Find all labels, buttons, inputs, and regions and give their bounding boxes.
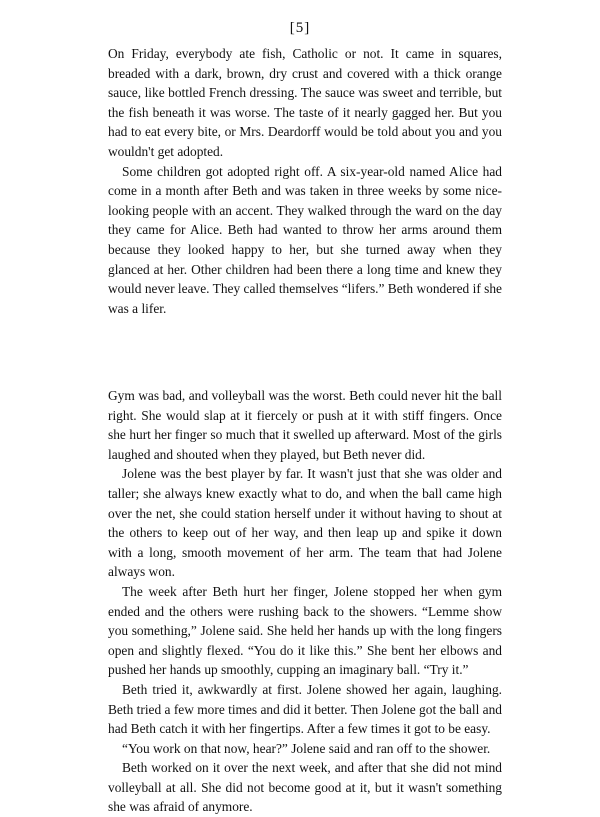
paragraph: The week after Beth hurt her finger, Jolene stopped her when gym ended and the others were rushing back to the showers. “Lemme show you something,” Jolene said. She held her hands up with the long fingers open and slightly flexed. “You do it like this.” She bent her elbows and pushed her hands up smoothly, cupping an imaginary ball. “Try it.” (108, 583, 502, 678)
paragraph: Some children got adopted right off. A six-year-old named Alice had come in a month after Beth and was taken in three weeks by some nice-looking people with an accent. They walked through the ward on the day they came for Alice. Beth had wanted to throw her arms around them because they looked happy to her, but she turned away when they glanced at her. Other children had been there a long time and knew they would never leave. They called themselves “lifers.” Beth wondered if she was a lifer. (108, 163, 502, 316)
paragraph: “You work on that now, hear?” Jolene said and ran off to the shower. (122, 740, 491, 756)
text-section-volleyball (108, 386, 502, 817)
paragraph: Beth worked on it over the next week, and after that she did not mind volleyball at all. She did not become good at it, but it wasn't something she was afraid of anymore. (108, 760, 502, 815)
text-section-friday-fish (108, 44, 502, 318)
page-number: [5] (289, 20, 311, 36)
paragraph: Gym was bad, and volleyball was the worst. Beth could never hit the ball right. She would slap at it fiercely or push at it with stiff fingers. Once she hurt her finger so much that it swelled up afterward. Most of the girls laughed and shouted when they played, but Beth never did. (108, 388, 502, 462)
paragraph: Beth tried it, awkwardly at first. Jolene showed her again, laughing. Beth tried a few more times and did it better. Then Jolene got the ball and had Beth catch it with her fingertips. After a few times it got to be easy. (108, 681, 502, 737)
paragraph: On Friday, everybody ate fish, Catholic or not. It came in squares, breaded with a dark, brown, dry crust and covered with a thick orange sauce, like bottled French dressing. The sauce was sweet and terrible, but the fish beneath it was worse. The taste of it nearly gagged her. But you had to eat every bite, or Mrs. Deardorff would be told about you and you wouldn't get adopted. (108, 46, 502, 159)
paragraph: Jolene was the best player by far. It wasn't just that she was older and taller; she always knew exactly what to do, and when the ball came high over the net, she could station herself under it without having to shout at the others to keep out of her way, and then leap up and spike it down with a long, smooth movement of her arm. The team that had Jolene always won. (108, 466, 502, 580)
